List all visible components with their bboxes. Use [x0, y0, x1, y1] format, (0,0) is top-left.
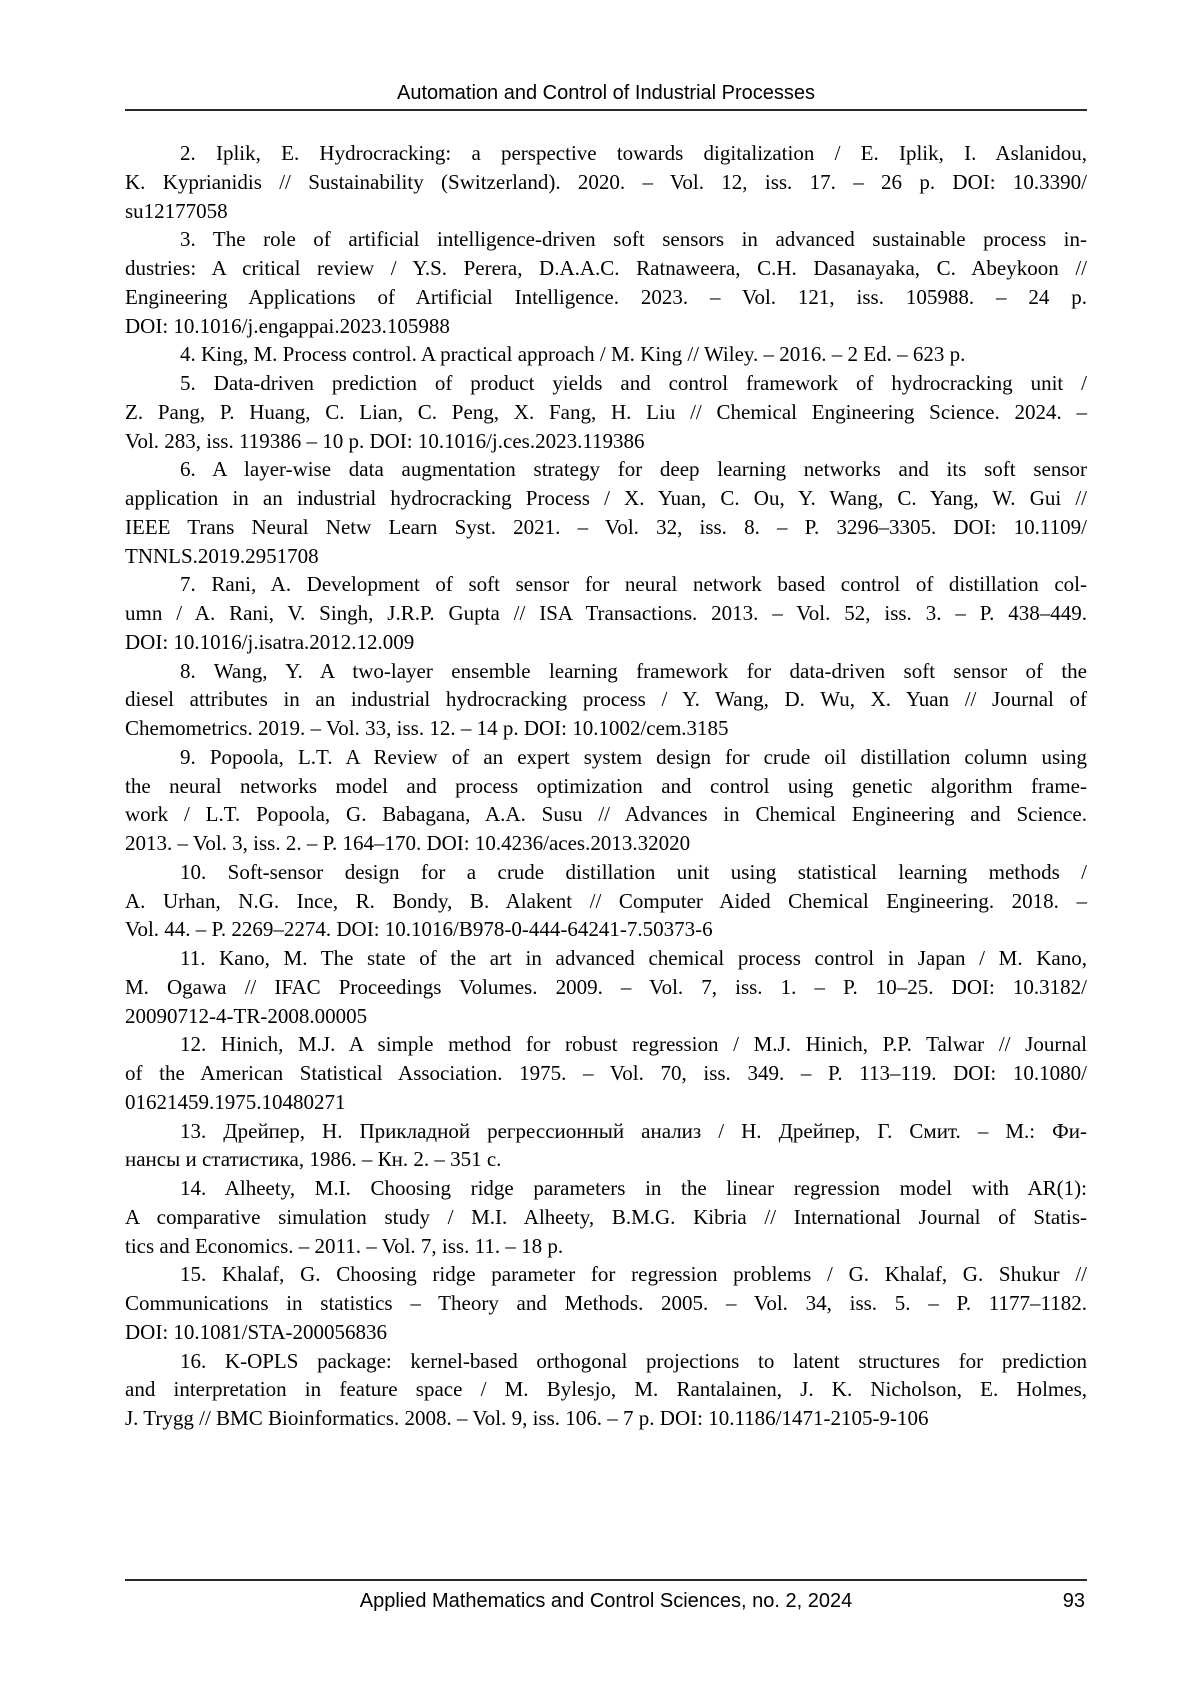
reference-item — [125, 1347, 1087, 1433]
reference-line: 9. Popoola, L.T. A Review of an expert system design for crude oil distillation column using — [180, 744, 1087, 769]
reference-line: 7. Rani, A. Development of soft sensor for neural network based control of distillation col- — [180, 572, 1087, 597]
reference-item — [125, 1174, 1087, 1260]
reference-line: application in an industrial hydrocracking Process / X. Yuan, C. Ou, Y. Wang, C. Yang, W. Gui // — [125, 486, 1087, 510]
footer-journal-title: Applied Mathematics and Control Sciences, no. 2, 2024 — [359, 1590, 853, 1612]
reference-item — [125, 139, 1087, 225]
reference-line: 13. Дрейпер, Н. Прикладной регрессионный анализ / Н. Дрейпер, Г. Смит. – М.: Фи- — [180, 1118, 1087, 1143]
reference-line: 20090712-4-TR-2008.00005 — [125, 1003, 368, 1028]
reference-item — [125, 858, 1087, 944]
reference-item — [125, 1117, 1087, 1175]
reference-item — [125, 340, 1087, 369]
reference-line: TNNLS.2019.2951708 — [125, 543, 319, 568]
reference-line: Engineering Applications of Artificial Intelligence. 2023. – Vol. 121, iss. 105988. – 24 p. — [125, 284, 1087, 309]
reference-line: K. Kyprianidis // Sustainability (Switzerland). 2020. – Vol. 12, iss. 17. – 26 p. DOI: 10.3390/ — [125, 169, 1087, 194]
reference-line: 14. Alheety, M.I. Choosing ridge parameters in the linear regression model with AR(1): — [180, 1176, 1087, 1200]
reference-line: and interpretation in feature space / M. Bylesjo, M. Rantalainen, J. K. Nicholson, E. Holmes, — [125, 1377, 1087, 1402]
reference-line: 11. Kano, M. The state of the art in advanced chemical process control in Japan / M. Kano, — [180, 946, 1087, 970]
running-header: Automation and Control of Industrial Processes — [125, 82, 1087, 111]
reference-item — [125, 944, 1087, 1030]
reference-line: 16. K-OPLS package: kernel-based orthogonal projections to latent structures for prediction — [180, 1348, 1087, 1373]
reference-line: of the American Statistical Association. 1975. – Vol. 70, iss. 349. – P. 113–119. DOI: 10.1080/ — [125, 1061, 1087, 1085]
reference-line: Vol. 283, iss. 119386 – 10 p. DOI: 10.1016/j.ces.2023.119386 — [125, 428, 645, 453]
reference-line: A comparative simulation study / M.I. Alheety, B.M.G. Kibria // International Journal of Statis- — [125, 1204, 1087, 1229]
reference-line: diesel attributes in an industrial hydrocracking process / Y. Wang, D. Wu, X. Yuan // Journal of — [125, 687, 1087, 712]
reference-line: dustries: A critical review / Y.S. Perera, D.A.A.C. Ratnaweera, C.H. Dasanayaka, C. Abeykoon // — [125, 256, 1087, 280]
reference-line: work / L.T. Popoola, G. Babagana, A.A. Susu // Advances in Chemical Engineering and Science. — [125, 802, 1087, 827]
document-page — [125, 0, 1087, 1698]
reference-line: DOI: 10.1016/j.isatra.2012.12.009 — [125, 629, 415, 654]
reference-line: 2. Iplik, E. Hydrocracking: a perspective towards digitalization / E. Iplik, I. Aslanidou, — [180, 141, 1087, 165]
page-footer — [125, 1579, 1087, 1613]
reference-line: M. Ogawa // IFAC Proceedings Volumes. 2009. – Vol. 7, iss. 1. – P. 10–25. DOI: 10.3182/ — [125, 974, 1087, 999]
reference-line: 15. Khalaf, G. Choosing ridge parameter for regression problems / G. Khalaf, G. Shukur // — [180, 1262, 1087, 1287]
reference-line: 3. The role of artificial intelligence-driven soft sensors in advanced sustainable process in- — [180, 227, 1087, 252]
footer-row — [125, 1581, 1087, 1613]
reference-line: tics and Economics. – 2011. – Vol. 7, iss. 11. – 18 p. — [125, 1233, 564, 1258]
reference-line: the neural networks model and process optimization and control using genetic algorithm frame- — [125, 773, 1087, 798]
reference-line: 4. King, M. Process control. A practical approach / M. King // Wiley. – 2016. – 2 Ed. – 623 p. — [180, 342, 966, 367]
reference-item — [125, 369, 1087, 455]
reference-line: 12. Hinich, M.J. A simple method for robust regression / M.J. Hinich, P.P. Talwar // Journal — [180, 1032, 1087, 1057]
reference-line: DOI: 10.1016/j.engappai.2023.105988 — [125, 313, 450, 338]
reference-line: 2013. – Vol. 3, iss. 2. – P. 164–170. DOI: 10.4236/aces.2013.32020 — [125, 831, 691, 855]
reference-line: нансы и статистика, 1986. – Кн. 2. – 351 с. — [125, 1147, 502, 1172]
reference-line: Vol. 44. – P. 2269–2274. DOI: 10.1016/B978-0-444-64241-7.50373-6 — [125, 917, 713, 942]
reference-item — [125, 743, 1087, 858]
reference-line: DOI: 10.1081/STA-200056836 — [125, 1319, 387, 1344]
reference-item — [125, 455, 1087, 570]
reference-line: 01621459.1975.10480271 — [125, 1089, 346, 1114]
reference-item — [125, 1260, 1087, 1346]
reference-item — [125, 1030, 1087, 1116]
reference-line: Z. Pang, P. Huang, C. Lian, C. Peng, X. Fang, H. Liu // Chemical Engineering Science. 2024. – — [125, 399, 1087, 424]
page-number: 93 — [1062, 1590, 1085, 1612]
reference-line: IEEE Trans Neural Netw Learn Syst. 2021. – Vol. 32, iss. 8. – P. 3296–3305. DOI: 10.1109/ — [125, 514, 1087, 539]
reference-line: su12177058 — [125, 198, 228, 223]
reference-line: 5. Data-driven prediction of product yields and control framework of hydrocracking unit / — [180, 371, 1087, 395]
reference-line: Chemometrics. 2019. – Vol. 33, iss. 12. – 14 p. DOI: 10.1002/cem.3185 — [125, 716, 729, 740]
reference-line: Communications in statistics – Theory and Methods. 2005. – Vol. 34, iss. 5. – P. 1177–1182. — [125, 1291, 1087, 1315]
reference-line: umn / A. Rani, V. Singh, J.R.P. Gupta // ISA Transactions. 2013. – Vol. 52, iss. 3. – P. 438–449. — [125, 601, 1087, 625]
reference-line: A. Urhan, N.G. Ince, R. Bondy, B. Alakent // Computer Aided Chemical Engineering. 2018. – — [125, 888, 1087, 913]
reference-line: 8. Wang, Y. A two-layer ensemble learning framework for data-driven soft sensor of the — [180, 658, 1087, 683]
reference-line: J. Trygg // BMC Bioinformatics. 2008. – Vol. 9, iss. 106. – 7 p. DOI: 10.1186/1471-2105-9-106 — [125, 1406, 929, 1430]
references-list — [125, 139, 1087, 1433]
reference-line: 10. Soft-sensor design for a crude distillation unit using statistical learning methods / — [180, 859, 1087, 884]
reference-item — [125, 225, 1087, 340]
reference-line: 6. A layer-wise data augmentation strategy for deep learning networks and its soft sensor — [180, 457, 1087, 482]
reference-item — [125, 570, 1087, 656]
reference-item — [125, 657, 1087, 743]
